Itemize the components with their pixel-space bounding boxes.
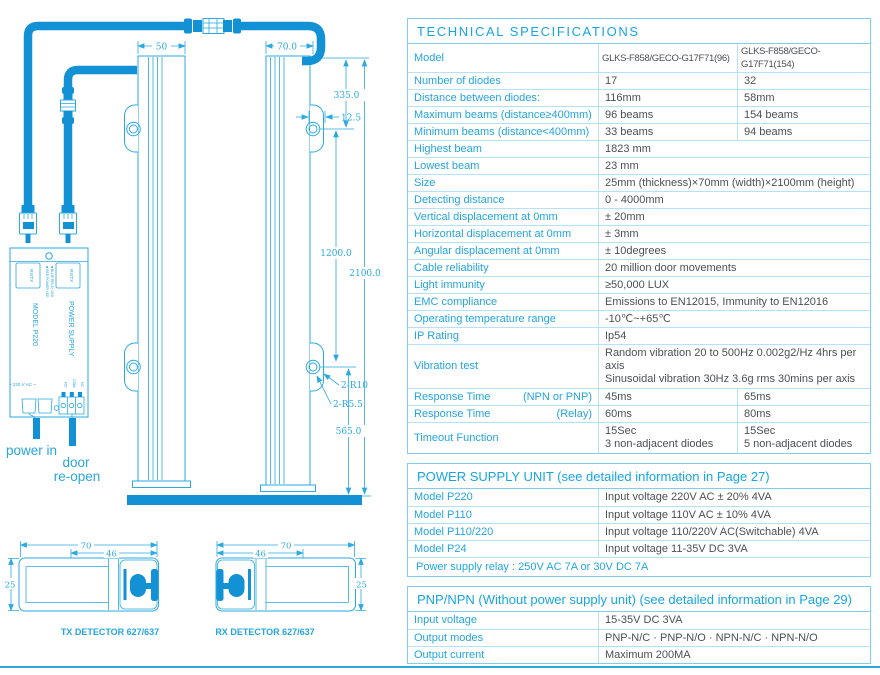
dim-top-hole: 335.0	[333, 91, 360, 101]
spec-label: Response Time (NPN or PNP)	[414, 390, 592, 403]
psu-model-label: Model P220	[414, 491, 473, 503]
power-in-wire	[33, 418, 40, 439]
spec-label: Model	[414, 51, 444, 64]
psu-mains-label: ~ 220 V AC ~	[9, 382, 36, 387]
spec-label: Vibration test	[414, 360, 479, 372]
spec-value: ≥50,000 LUX	[598, 277, 870, 293]
psu-socket-left-label: RX/TX	[29, 269, 34, 283]
page-bottom-rule	[0, 666, 880, 668]
dim-bar1-width: 50	[155, 42, 168, 53]
spec-value-col1: 45ms	[598, 389, 737, 405]
power-in-label: power in	[6, 443, 58, 458]
pnp-label: Output modes	[414, 631, 484, 644]
timeout-col2-line1: 15Sec	[744, 425, 776, 437]
table-row-output-modes	[408, 629, 870, 646]
spec-label: Angular displacement at 0mm	[414, 244, 560, 257]
table-row-angular-displacement	[408, 242, 870, 259]
table-row-temperature	[408, 310, 870, 327]
table-row-cable-reliability	[408, 259, 870, 276]
spec-label: Vertical displacement at 0mm	[414, 210, 558, 223]
psu-name-label: POWER SUPPLY	[67, 301, 74, 357]
pnp-value: 15-35V DC 3VA	[598, 612, 870, 629]
spec-value-col2: GLKS-F858/GECO-G17F71(154)	[737, 44, 870, 72]
spec-value-col2: 154 beams	[737, 107, 870, 123]
radius-hole-label: 2-R5.5	[333, 400, 363, 410]
tx-bar	[125, 56, 191, 488]
psu-model-label: Model P110/220	[414, 525, 494, 538]
table-row-emc	[408, 293, 870, 310]
table-row-light-immunity	[408, 276, 870, 293]
inline-connector-left	[61, 87, 76, 124]
spec-label: Light immunity	[414, 278, 485, 291]
pnp-label: Input voltage	[414, 614, 477, 626]
psu-model-value: Input voltage 110/220V AC(Switchable) 4VA	[598, 524, 870, 540]
spec-value: Ip54	[598, 328, 870, 344]
pnp-label: Output current	[414, 648, 485, 661]
psu-led-red-label: ■ RED POWER LED	[45, 266, 49, 298]
table-row-vibration	[408, 344, 870, 388]
psu-model-value: Input voltage 220V AC ± 20% 4VA	[598, 489, 870, 506]
power-supply-relay-note: Power supply relay : 250V AC 7A or 30V DC 7A	[408, 557, 870, 576]
table-row-p110-220	[408, 523, 870, 540]
plug-connector-left	[20, 205, 37, 243]
spec-label: Response Time (Relay)	[414, 407, 592, 420]
psu-model-label: Model P110	[414, 508, 472, 521]
spec-value: 0 - 4000mm	[598, 192, 870, 208]
spec-label: EMC compliance	[414, 295, 498, 308]
table-row-p220	[408, 489, 870, 506]
table-row-output-current	[408, 646, 870, 663]
spec-value: ± 3mm	[598, 226, 870, 242]
pnp-value: PNP-N/C · PNP-N/O · NPN-N/C · NPN-N/O	[598, 630, 870, 646]
table-row-timeout	[408, 422, 870, 453]
power-supply-table	[407, 463, 871, 577]
spec-value-col2	[737, 423, 870, 453]
timeout-col1-line1: 15Sec	[605, 425, 637, 437]
inline-connector-top	[184, 19, 241, 34]
timeout-col2-line2: 5 non-adjacent diodes	[744, 438, 853, 450]
table-row-ip-rating	[408, 327, 870, 344]
spec-label: Horizontal displacement at 0mm	[414, 227, 572, 240]
vibration-line1: Random vibration 20 to 500Hz 0.002g2/Hz 4hrs per axis	[605, 347, 857, 372]
table-row-max-beams	[408, 106, 870, 123]
spec-label: Number of diodes	[414, 74, 501, 87]
spec-value: ± 20mm	[598, 209, 870, 225]
dim-bar2-width: 70.0	[276, 42, 298, 53]
spec-value-col1: 96 beams	[598, 107, 737, 123]
technical-specifications-table	[407, 18, 871, 454]
spec-value: 23 mm	[598, 158, 870, 174]
tx-dim-inner: 46	[106, 549, 117, 560]
dim-hole-offset: 12.5	[341, 113, 362, 124]
spec-label: Operating temperature range	[414, 312, 556, 325]
psu-term-nc: NC	[80, 382, 84, 388]
table-row-p110	[408, 506, 870, 523]
spec-value-col1: 17	[598, 73, 737, 89]
spec-value-col1: 116mm	[598, 90, 737, 106]
spec-label: Detecting distance	[414, 193, 505, 206]
spec-value-col2: 58mm	[737, 90, 870, 106]
table-row-vertical-displacement	[408, 208, 870, 225]
spec-value: Emissions to EN12015, Immunity to EN12016	[598, 294, 870, 310]
door-reopen-label-line1: door	[62, 455, 90, 470]
psu-term-com: COM	[71, 379, 76, 388]
tx-dim-height: 25	[4, 580, 16, 591]
psu-socket-right-label: RX/TX	[69, 269, 74, 283]
spec-value-col1	[598, 423, 737, 453]
spec-value: -10℃~+65℃	[598, 311, 870, 327]
vibration-line2: Sinusoidal vibration 30Hz 3.6g rms 30mins per axis	[605, 373, 856, 385]
table-row-response-relay	[408, 405, 870, 422]
spec-value-col1: 33 beams	[598, 124, 737, 140]
dim-bottom: 565.0	[335, 427, 362, 437]
psu-model-label: MODEL P220	[31, 303, 38, 346]
spec-label: Minimum beams (distance<400mm)	[414, 125, 590, 138]
spec-value-col2: 32	[737, 73, 870, 89]
timeout-col1-line2: 3 non-adjacent diodes	[605, 438, 714, 450]
rx-dim-height: 25	[356, 580, 367, 591]
power-supply-title: POWER SUPPLY UNIT (see detailed information in Page 27)	[408, 464, 870, 489]
spec-label: Distance between diodes:	[414, 91, 540, 104]
rx-dim-width: 70	[280, 541, 292, 552]
psu-model-label: Model P24	[414, 542, 467, 555]
door-reopen-wire	[69, 418, 76, 446]
tx-lens-assembly	[124, 569, 159, 601]
dim-total-height: 2100.0	[349, 269, 381, 279]
dim-hole-spacing: 1200.0	[320, 249, 352, 259]
rx-detector-label: RX DETECTOR 627/637	[215, 627, 315, 637]
pnp-npn-table	[407, 586, 871, 664]
psu-term-no: NO	[63, 382, 68, 388]
spec-label: Maximum beams (distance≥400mm)	[414, 108, 592, 121]
spec-label: IP Rating	[414, 329, 460, 342]
table-row-detecting-distance	[408, 191, 870, 208]
spec-label: Lowest beam	[414, 159, 480, 172]
table-row-p24	[408, 540, 870, 557]
plug-connector-right	[60, 205, 77, 243]
table-row-highest-beam	[408, 140, 870, 157]
spec-value-col1: 60ms	[598, 406, 737, 422]
psu-led-blue-label: ■ BLUE RELAY LED	[50, 266, 54, 298]
radius-tab-label: 2-R10	[341, 381, 368, 391]
rx-bar	[261, 56, 324, 492]
table-row-diode-distance	[408, 89, 870, 106]
table-row-size	[408, 174, 870, 191]
spec-value-col2: 65ms	[737, 389, 870, 405]
spec-value: 1823 mm	[598, 141, 870, 157]
table-row-model	[408, 44, 870, 72]
table-row-min-beams	[408, 123, 870, 140]
spec-label-note: (Relay)	[556, 407, 592, 420]
door-reopen-label-line2: re-open	[53, 469, 101, 484]
table-row-lowest-beam	[408, 157, 870, 174]
spec-value: 25mm (thickness)×70mm (width)×2100mm (height)	[598, 175, 870, 191]
tx-detector-label: TX DETECTOR 627/637	[60, 627, 160, 637]
spec-value-col1: GLKS-F858/GECO-G17F71(96)	[598, 44, 737, 72]
psu-model-value: Input voltage 110V AC ± 10% 4VA	[598, 507, 870, 523]
pnp-value: Maximum 200MA	[598, 647, 870, 663]
spec-tables	[407, 18, 871, 673]
pnp-npn-title: PNP/NPN (Without power supply unit) (see detailed information in Page 29)	[408, 587, 870, 612]
hardware-diagram	[0, 0, 405, 675]
spec-value: ± 10degrees	[598, 243, 870, 259]
spec-label: Timeout Function	[414, 431, 499, 444]
rx-dim-inner: 46	[255, 549, 266, 560]
rx-lens-assembly	[217, 569, 252, 601]
spec-label: Size	[414, 176, 436, 189]
spec-value: 20 million door movements	[598, 260, 870, 276]
spec-label: Cable reliability	[414, 261, 489, 274]
spec-label-note: (NPN or PNP)	[522, 390, 592, 403]
technical-specifications-title: TECHNICAL SPECIFICATIONS	[408, 19, 870, 44]
table-row-diodes	[408, 72, 870, 89]
psu-model-value: Input voltage 11-35V DC 3VA	[598, 541, 870, 557]
tx-dim-width: 70	[80, 541, 92, 552]
table-row-input-voltage	[408, 612, 870, 629]
spec-value-col2: 80ms	[737, 406, 870, 422]
floor-bar	[127, 495, 362, 505]
spec-label: Highest beam	[414, 142, 482, 155]
table-row-response-npn-pnp	[408, 388, 870, 405]
spec-value-col2: 94 beams	[737, 124, 870, 140]
spec-value	[598, 345, 870, 388]
table-row-horizontal-displacement	[408, 225, 870, 242]
